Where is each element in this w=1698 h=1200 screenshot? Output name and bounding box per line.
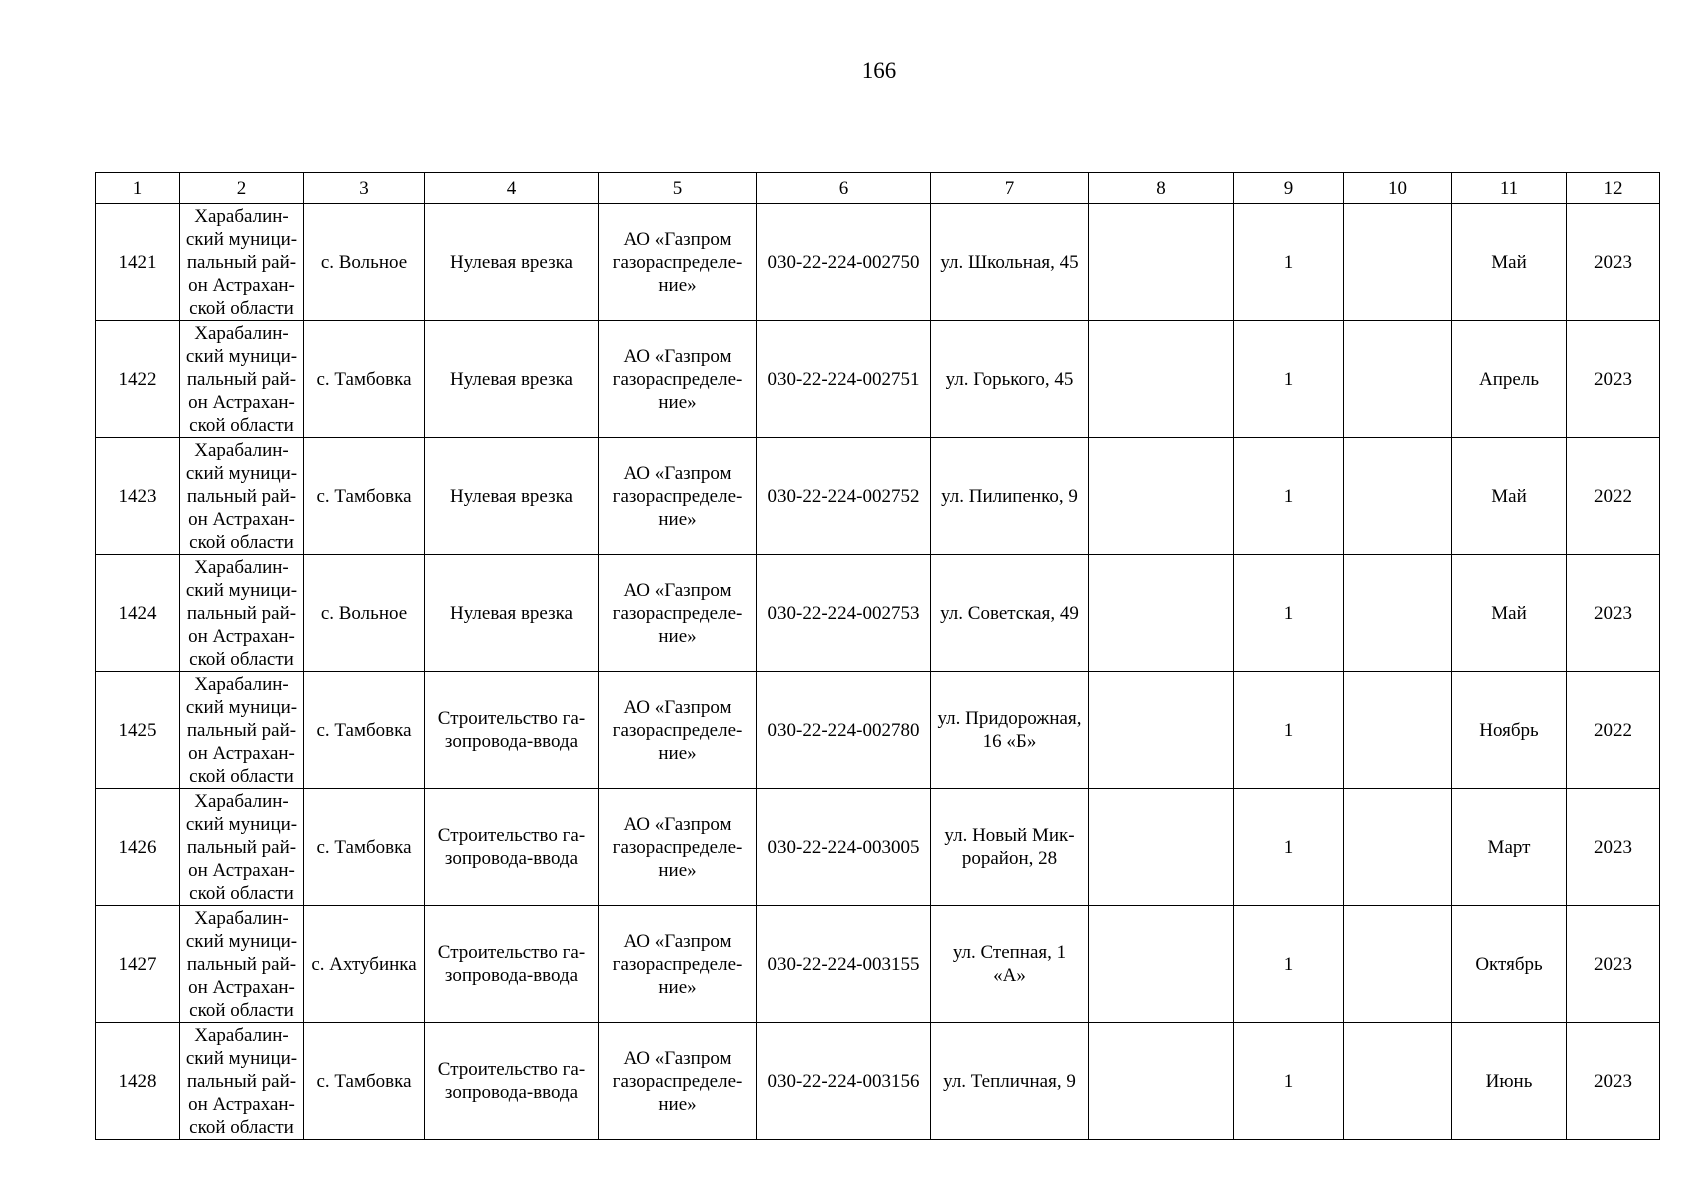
cell-address: ул. Горького, 45 [931, 321, 1089, 438]
cell-col-10 [1344, 1023, 1452, 1140]
cell-settlement: с. Тамбовка [304, 438, 425, 555]
cell-settlement: с. Вольное [304, 204, 425, 321]
column-header: 10 [1344, 173, 1452, 204]
cell-settlement: с. Вольное [304, 555, 425, 672]
table-row [96, 204, 1660, 321]
cell-col-8 [1089, 1023, 1234, 1140]
cell-municipality: Харабалин- ский муници- пальный рай- он Астрахан- ской области [180, 438, 304, 555]
column-header: 9 [1234, 173, 1344, 204]
cell-month: Апрель [1452, 321, 1567, 438]
cell-municipality: Харабалин- ский муници- пальный рай- он Астрахан- ской области [180, 789, 304, 906]
column-header: 6 [757, 173, 931, 204]
cell-quantity: 1 [1234, 438, 1344, 555]
cell-col-8 [1089, 672, 1234, 789]
cell-work-type: Нулевая врезка [425, 555, 599, 672]
cell-settlement: с. Тамбовка [304, 1023, 425, 1140]
cell-month: Май [1452, 204, 1567, 321]
cell-row-number: 1427 [96, 906, 180, 1023]
cell-col-8 [1089, 204, 1234, 321]
table-row [96, 1023, 1660, 1140]
cell-address: ул. Придорожная, 16 «Б» [931, 672, 1089, 789]
table-row [96, 789, 1660, 906]
cell-work-type: Нулевая врезка [425, 321, 599, 438]
cell-work-type: Строительство га- зопровода-ввода [425, 672, 599, 789]
cell-col-8 [1089, 438, 1234, 555]
column-header: 4 [425, 173, 599, 204]
cell-application-number: 030-22-224-003155 [757, 906, 931, 1023]
cell-row-number: 1426 [96, 789, 180, 906]
cell-quantity: 1 [1234, 789, 1344, 906]
cell-row-number: 1425 [96, 672, 180, 789]
cell-address: ул. Пилипенко, 9 [931, 438, 1089, 555]
cell-month: Ноябрь [1452, 672, 1567, 789]
cell-month: Март [1452, 789, 1567, 906]
cell-col-10 [1344, 204, 1452, 321]
cell-year: 2023 [1567, 321, 1660, 438]
cell-year: 2023 [1567, 1023, 1660, 1140]
cell-address: ул. Тепличная, 9 [931, 1023, 1089, 1140]
cell-organization: АО «Газпром газораспределе- ние» [599, 672, 757, 789]
page-number: 166 [861, 58, 897, 83]
table-row [96, 438, 1660, 555]
cell-col-8 [1089, 321, 1234, 438]
cell-application-number: 030-22-224-002752 [757, 438, 931, 555]
cell-quantity: 1 [1234, 672, 1344, 789]
cell-municipality: Харабалин- ский муници- пальный рай- он Астрахан- ской области [180, 906, 304, 1023]
cell-work-type: Строительство га- зопровода-ввода [425, 1023, 599, 1140]
table-row [96, 555, 1660, 672]
cell-organization: АО «Газпром газораспределе- ние» [599, 438, 757, 555]
column-header: 12 [1567, 173, 1660, 204]
cell-organization: АО «Газпром газораспределе- ние» [599, 789, 757, 906]
cell-year: 2023 [1567, 555, 1660, 672]
cell-col-8 [1089, 906, 1234, 1023]
column-header: 7 [931, 173, 1089, 204]
cell-quantity: 1 [1234, 321, 1344, 438]
cell-year: 2023 [1567, 906, 1660, 1023]
cell-municipality: Харабалин- ский муници- пальный рай- он Астрахан- ской области [180, 555, 304, 672]
cell-col-10 [1344, 321, 1452, 438]
cell-quantity: 1 [1234, 906, 1344, 1023]
header-row [96, 173, 1660, 204]
column-header: 5 [599, 173, 757, 204]
cell-address: ул. Новый Мик- рорайон, 28 [931, 789, 1089, 906]
cell-col-8 [1089, 555, 1234, 672]
cell-col-8 [1089, 789, 1234, 906]
cell-organization: АО «Газпром газораспределе- ние» [599, 204, 757, 321]
cell-col-10 [1344, 555, 1452, 672]
cell-municipality: Харабалин- ский муници- пальный рай- он Астрахан- ской области [180, 321, 304, 438]
cell-application-number: 030-22-224-003156 [757, 1023, 931, 1140]
cell-year: 2022 [1567, 672, 1660, 789]
cell-year: 2022 [1567, 438, 1660, 555]
table-row [96, 906, 1660, 1023]
column-header: 3 [304, 173, 425, 204]
cell-organization: АО «Газпром газораспределе- ние» [599, 906, 757, 1023]
cell-address: ул. Школьная, 45 [931, 204, 1089, 321]
cell-municipality: Харабалин- ский муници- пальный рай- он Астрахан- ской области [180, 1023, 304, 1140]
cell-col-10 [1344, 672, 1452, 789]
cell-quantity: 1 [1234, 204, 1344, 321]
cell-year: 2023 [1567, 789, 1660, 906]
cell-work-type: Нулевая врезка [425, 438, 599, 555]
cell-row-number: 1423 [96, 438, 180, 555]
cell-month: Октябрь [1452, 906, 1567, 1023]
cell-row-number: 1428 [96, 1023, 180, 1140]
cell-work-type: Строительство га- зопровода-ввода [425, 906, 599, 1023]
cell-municipality: Харабалин- ский муници- пальный рай- он Астрахан- ской области [180, 204, 304, 321]
cell-col-10 [1344, 789, 1452, 906]
column-header: 1 [96, 173, 180, 204]
cell-month: Май [1452, 555, 1567, 672]
column-header: 2 [180, 173, 304, 204]
cell-quantity: 1 [1234, 1023, 1344, 1140]
cell-year: 2023 [1567, 204, 1660, 321]
cell-municipality: Харабалин- ский муници- пальный рай- он Астрахан- ской области [180, 672, 304, 789]
cell-work-type: Нулевая врезка [425, 204, 599, 321]
cell-row-number: 1421 [96, 204, 180, 321]
cell-settlement: с. Ахтубинка [304, 906, 425, 1023]
cell-work-type: Строительство га- зопровода-ввода [425, 789, 599, 906]
cell-col-10 [1344, 906, 1452, 1023]
cell-application-number: 030-22-224-002750 [757, 204, 931, 321]
cell-month: Июнь [1452, 1023, 1567, 1140]
cell-address: ул. Советская, 49 [931, 555, 1089, 672]
cell-row-number: 1424 [96, 555, 180, 672]
cell-organization: АО «Газпром газораспределе- ние» [599, 321, 757, 438]
cell-organization: АО «Газпром газораспределе- ние» [599, 555, 757, 672]
cell-application-number: 030-22-224-002751 [757, 321, 931, 438]
registry-table [95, 172, 1660, 1140]
column-header: 11 [1452, 173, 1567, 204]
cell-organization: АО «Газпром газораспределе- ние» [599, 1023, 757, 1140]
cell-application-number: 030-22-224-002753 [757, 555, 931, 672]
cell-address: ул. Степная, 1 «А» [931, 906, 1089, 1023]
table-row [96, 672, 1660, 789]
cell-settlement: с. Тамбовка [304, 789, 425, 906]
cell-row-number: 1422 [96, 321, 180, 438]
table-row [96, 321, 1660, 438]
cell-quantity: 1 [1234, 555, 1344, 672]
column-header: 8 [1089, 173, 1234, 204]
cell-settlement: с. Тамбовка [304, 672, 425, 789]
cell-application-number: 030-22-224-002780 [757, 672, 931, 789]
cell-col-10 [1344, 438, 1452, 555]
cell-month: Май [1452, 438, 1567, 555]
cell-settlement: с. Тамбовка [304, 321, 425, 438]
cell-application-number: 030-22-224-003005 [757, 789, 931, 906]
